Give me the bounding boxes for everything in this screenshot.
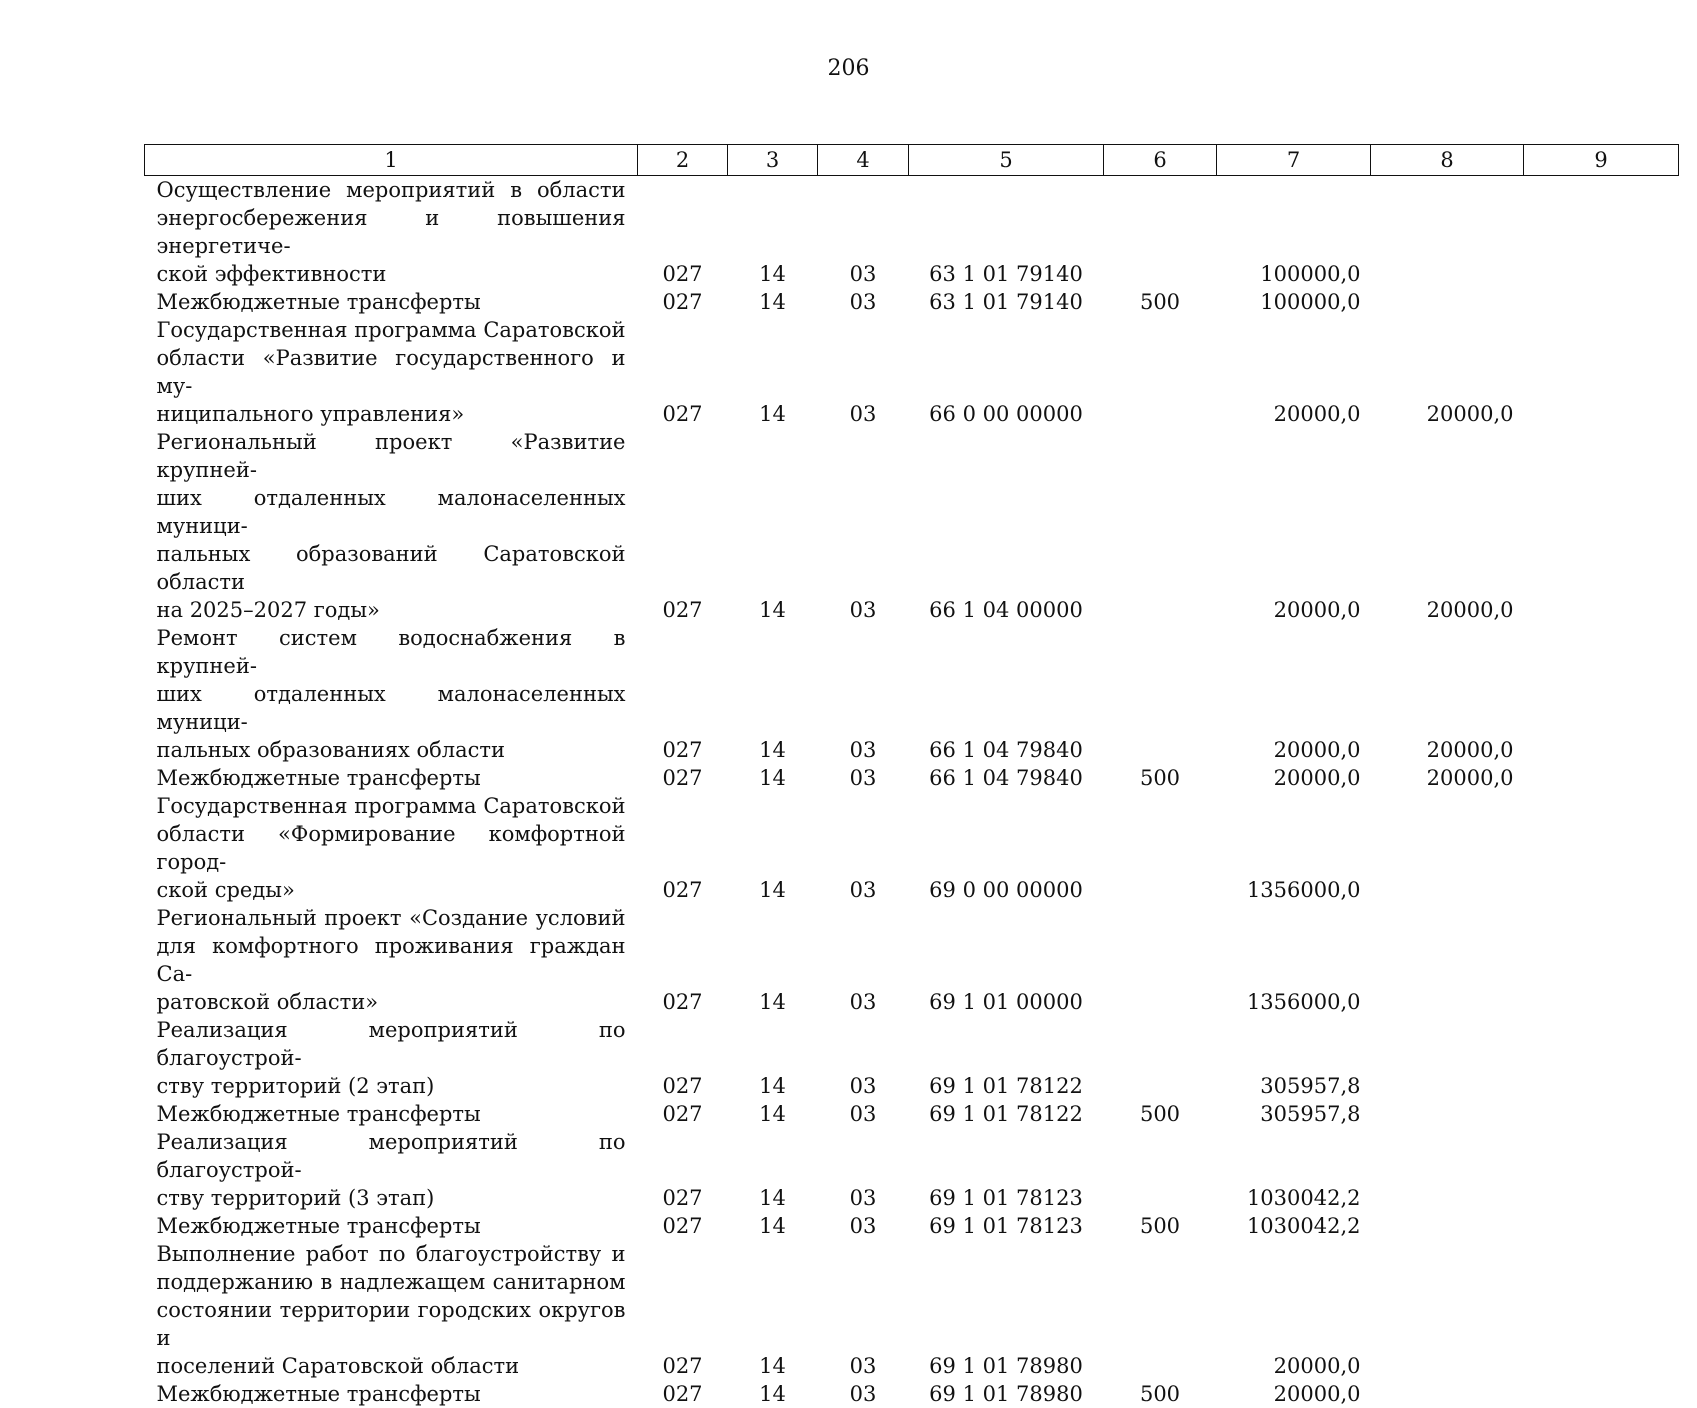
row-code-target: 66 1 04 79840 xyxy=(909,764,1104,792)
row-name xyxy=(145,764,638,792)
row-amount-col7: 20000,0 xyxy=(1217,764,1371,792)
row-name-line: для комфортного проживания граждан Са- xyxy=(157,932,626,988)
row-amount-col7: 20000,0 xyxy=(1217,1240,1371,1380)
row-name-line: Государственная программа Саратовской xyxy=(157,316,626,344)
row-code-target: 69 1 01 78123 xyxy=(909,1212,1104,1240)
row-name-line: пальных образований Саратовской области xyxy=(157,540,626,596)
row-amount-col8 xyxy=(1371,1380,1524,1408)
table-row xyxy=(145,792,1679,904)
row-amount-col9 xyxy=(1524,904,1679,1016)
row-amount-col7: 1030042,2 xyxy=(1217,1128,1371,1212)
header-col-7: 7 xyxy=(1217,145,1371,176)
row-name-line: Межбюджетные трансферты xyxy=(157,764,626,792)
row-name-line: Ремонт систем водоснабжения в крупней- xyxy=(157,624,626,680)
row-name xyxy=(145,316,638,428)
row-name xyxy=(145,1240,638,1380)
row-code-expense-type xyxy=(1104,176,1217,289)
row-code-subsection: 03 xyxy=(818,1380,909,1408)
row-code-expense-type: 500 xyxy=(1104,1100,1217,1128)
header-col-5: 5 xyxy=(909,145,1104,176)
row-amount-col9 xyxy=(1524,1100,1679,1128)
row-code-expense-type xyxy=(1104,624,1217,764)
row-name-line: ших отдаленных малонаселенных муници- xyxy=(157,484,626,540)
row-amount-col8 xyxy=(1371,1240,1524,1380)
row-code-ministry: 027 xyxy=(638,624,728,764)
row-name-line: Региональный проект «Создание условий xyxy=(157,904,626,932)
row-code-expense-type xyxy=(1104,1240,1217,1380)
header-col-4: 4 xyxy=(818,145,909,176)
row-code-target: 66 1 04 00000 xyxy=(909,428,1104,624)
row-code-section: 14 xyxy=(728,1212,818,1240)
row-amount-col9 xyxy=(1524,1380,1679,1408)
row-amount-col9 xyxy=(1524,792,1679,904)
table-row xyxy=(145,316,1679,428)
row-name xyxy=(145,288,638,316)
row-name xyxy=(145,1016,638,1100)
row-name-line: Реализация мероприятий по благоустрой- xyxy=(157,1128,626,1184)
row-name-line: Осуществление мероприятий в области xyxy=(157,176,626,204)
table-row xyxy=(145,624,1679,764)
row-amount-col8 xyxy=(1371,1100,1524,1128)
row-code-expense-type xyxy=(1104,792,1217,904)
row-code-expense-type: 500 xyxy=(1104,1212,1217,1240)
row-name-line: ству территорий (2 этап) xyxy=(157,1072,626,1100)
row-amount-col8: 20000,0 xyxy=(1371,428,1524,624)
row-amount-col7: 20000,0 xyxy=(1217,316,1371,428)
row-amount-col7: 20000,0 xyxy=(1217,428,1371,624)
row-code-target: 69 1 01 00000 xyxy=(909,904,1104,1016)
row-code-target: 63 1 01 79140 xyxy=(909,288,1104,316)
row-amount-col7: 20000,0 xyxy=(1217,1380,1371,1408)
row-code-target: 66 0 00 00000 xyxy=(909,316,1104,428)
table-header xyxy=(145,145,1679,176)
row-amount-col9 xyxy=(1524,1128,1679,1212)
row-code-target: 69 1 01 78123 xyxy=(909,1128,1104,1212)
row-name-line: пальных образованиях области xyxy=(157,736,626,764)
row-name xyxy=(145,428,638,624)
row-code-subsection: 03 xyxy=(818,764,909,792)
row-amount-col9 xyxy=(1524,624,1679,764)
row-code-expense-type xyxy=(1104,1016,1217,1100)
row-name-line: на 2025–2027 годы» xyxy=(157,596,626,624)
row-code-subsection: 03 xyxy=(818,624,909,764)
table-row xyxy=(145,176,1679,289)
row-name-line: Межбюджетные трансферты xyxy=(157,288,626,316)
table-row xyxy=(145,288,1679,316)
row-name xyxy=(145,792,638,904)
table-row xyxy=(145,1380,1679,1408)
row-code-ministry: 027 xyxy=(638,1016,728,1100)
row-code-section: 14 xyxy=(728,764,818,792)
row-code-ministry: 027 xyxy=(638,176,728,289)
row-code-subsection: 03 xyxy=(818,904,909,1016)
row-amount-col7: 100000,0 xyxy=(1217,288,1371,316)
row-amount-col8 xyxy=(1371,1212,1524,1240)
row-amount-col9 xyxy=(1524,428,1679,624)
row-code-section: 14 xyxy=(728,1100,818,1128)
row-code-subsection: 03 xyxy=(818,1128,909,1212)
row-code-subsection: 03 xyxy=(818,1100,909,1128)
table-row xyxy=(145,764,1679,792)
row-amount-col8 xyxy=(1371,792,1524,904)
row-amount-col8 xyxy=(1371,1016,1524,1100)
header-row xyxy=(145,145,1679,176)
row-code-ministry: 027 xyxy=(638,288,728,316)
row-name-line: ратовской области» xyxy=(157,988,626,1016)
row-name-line: Межбюджетные трансферты xyxy=(157,1100,626,1128)
row-amount-col8: 20000,0 xyxy=(1371,316,1524,428)
row-amount-col7: 1356000,0 xyxy=(1217,904,1371,1016)
row-code-section: 14 xyxy=(728,428,818,624)
row-code-section: 14 xyxy=(728,288,818,316)
budget-table xyxy=(144,144,1679,1408)
row-code-ministry: 027 xyxy=(638,1240,728,1380)
row-name xyxy=(145,624,638,764)
row-amount-col9 xyxy=(1524,1016,1679,1100)
row-name xyxy=(145,1128,638,1212)
row-code-expense-type: 500 xyxy=(1104,764,1217,792)
row-code-ministry: 027 xyxy=(638,316,728,428)
row-code-expense-type xyxy=(1104,316,1217,428)
row-code-ministry: 027 xyxy=(638,428,728,624)
row-name xyxy=(145,176,638,289)
row-code-ministry: 027 xyxy=(638,1380,728,1408)
row-code-expense-type xyxy=(1104,1128,1217,1212)
row-code-ministry: 027 xyxy=(638,1212,728,1240)
row-name-line: поддержанию в надлежащем санитарном xyxy=(157,1268,626,1296)
row-name-line: ской среды» xyxy=(157,876,626,904)
row-code-target: 69 0 00 00000 xyxy=(909,792,1104,904)
row-amount-col7: 20000,0 xyxy=(1217,624,1371,764)
row-code-subsection: 03 xyxy=(818,428,909,624)
row-name-line: ниципального управления» xyxy=(157,400,626,428)
row-code-target: 66 1 04 79840 xyxy=(909,624,1104,764)
row-code-target: 63 1 01 79140 xyxy=(909,176,1104,289)
row-amount-col9 xyxy=(1524,288,1679,316)
table-row xyxy=(145,1240,1679,1380)
row-name xyxy=(145,1100,638,1128)
row-code-subsection: 03 xyxy=(818,316,909,428)
row-name-line: состоянии территории городских округов и xyxy=(157,1296,626,1352)
header-col-3: 3 xyxy=(728,145,818,176)
row-amount-col9 xyxy=(1524,764,1679,792)
row-code-target: 69 1 01 78980 xyxy=(909,1240,1104,1380)
header-col-6: 6 xyxy=(1104,145,1217,176)
row-code-expense-type xyxy=(1104,428,1217,624)
row-amount-col8: 20000,0 xyxy=(1371,624,1524,764)
row-name-line: ству территорий (3 этап) xyxy=(157,1184,626,1212)
header-col-9: 9 xyxy=(1524,145,1679,176)
row-name-line: Межбюджетные трансферты xyxy=(157,1212,626,1240)
table-row xyxy=(145,1212,1679,1240)
row-code-expense-type xyxy=(1104,904,1217,1016)
table-row xyxy=(145,428,1679,624)
row-code-section: 14 xyxy=(728,624,818,764)
row-code-section: 14 xyxy=(728,904,818,1016)
table-row xyxy=(145,1100,1679,1128)
row-code-target: 69 1 01 78122 xyxy=(909,1100,1104,1128)
row-code-ministry: 027 xyxy=(638,764,728,792)
row-code-section: 14 xyxy=(728,176,818,289)
page-number: 206 xyxy=(0,56,1697,81)
row-code-section: 14 xyxy=(728,1128,818,1212)
row-name-line: Межбюджетные трансферты xyxy=(157,1380,626,1408)
row-amount-col8: 20000,0 xyxy=(1371,764,1524,792)
row-name xyxy=(145,1212,638,1240)
row-name xyxy=(145,1380,638,1408)
row-name-line: ших отдаленных малонаселенных муници- xyxy=(157,680,626,736)
row-name-line: области «Формирование комфортной город- xyxy=(157,820,626,876)
row-code-section: 14 xyxy=(728,1240,818,1380)
row-name-line: энергосбережения и повышения энергетиче- xyxy=(157,204,626,260)
header-col-1: 1 xyxy=(145,145,638,176)
row-code-section: 14 xyxy=(728,316,818,428)
row-amount-col7: 1356000,0 xyxy=(1217,792,1371,904)
row-amount-col7: 305957,8 xyxy=(1217,1100,1371,1128)
row-amount-col9 xyxy=(1524,176,1679,289)
row-amount-col8 xyxy=(1371,1128,1524,1212)
row-name-line: Государственная программа Саратовской xyxy=(157,792,626,820)
row-amount-col7: 100000,0 xyxy=(1217,176,1371,289)
row-amount-col7: 305957,8 xyxy=(1217,1016,1371,1100)
table-row xyxy=(145,1016,1679,1100)
row-amount-col9 xyxy=(1524,1240,1679,1380)
row-code-subsection: 03 xyxy=(818,1016,909,1100)
table-row xyxy=(145,1128,1679,1212)
row-code-ministry: 027 xyxy=(638,1100,728,1128)
row-amount-col8 xyxy=(1371,288,1524,316)
header-col-2: 2 xyxy=(638,145,728,176)
table-row xyxy=(145,904,1679,1016)
row-name-line: ской эффективности xyxy=(157,260,626,288)
row-name-line: поселений Саратовской области xyxy=(157,1352,626,1380)
row-amount-col8 xyxy=(1371,904,1524,1016)
row-amount-col9 xyxy=(1524,1212,1679,1240)
row-amount-col7: 1030042,2 xyxy=(1217,1212,1371,1240)
row-code-ministry: 027 xyxy=(638,1128,728,1212)
row-code-subsection: 03 xyxy=(818,288,909,316)
row-code-subsection: 03 xyxy=(818,1212,909,1240)
header-col-8: 8 xyxy=(1371,145,1524,176)
row-code-target: 69 1 01 78980 xyxy=(909,1380,1104,1408)
row-code-section: 14 xyxy=(728,1016,818,1100)
row-name-line: Выполнение работ по благоустройству и xyxy=(157,1240,626,1268)
row-code-section: 14 xyxy=(728,792,818,904)
row-code-ministry: 027 xyxy=(638,792,728,904)
row-code-target: 69 1 01 78122 xyxy=(909,1016,1104,1100)
row-name-line: области «Развитие государственного и му- xyxy=(157,344,626,400)
row-code-subsection: 03 xyxy=(818,176,909,289)
row-name-line: Реализация мероприятий по благоустрой- xyxy=(157,1016,626,1072)
row-code-expense-type: 500 xyxy=(1104,1380,1217,1408)
row-name xyxy=(145,904,638,1016)
row-code-section: 14 xyxy=(728,1380,818,1408)
row-amount-col8 xyxy=(1371,176,1524,289)
table-body xyxy=(145,176,1679,1408)
row-code-subsection: 03 xyxy=(818,792,909,904)
row-name-line: Региональный проект «Развитие крупней- xyxy=(157,428,626,484)
row-amount-col9 xyxy=(1524,316,1679,428)
row-code-ministry: 027 xyxy=(638,904,728,1016)
row-code-subsection: 03 xyxy=(818,1240,909,1380)
row-code-expense-type: 500 xyxy=(1104,288,1217,316)
